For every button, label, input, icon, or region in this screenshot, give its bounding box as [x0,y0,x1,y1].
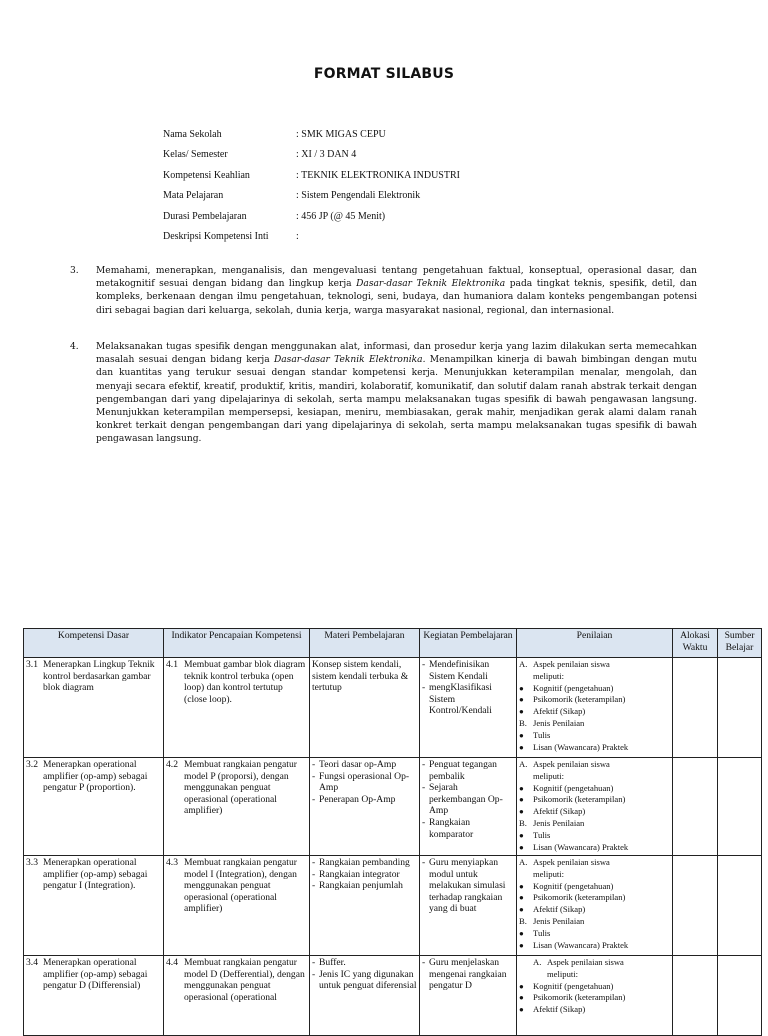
penilaian-item: Afektif (Sikap) [533,806,586,817]
penilaian-item: Kognitif (pengetahuan) [533,980,614,991]
page-title: FORMAT SILABUS [313,66,455,82]
penilaian-heading: Aspek penilaian siswa [547,957,624,967]
materi-text: Penerapan Op-Amp [319,793,396,805]
ipk-text: Membuat rangkaian pengatur model P (proporsi), dengan menggunakan penguat operasional (operational amplifier) [184,759,297,817]
info-value: : SMK MIGAS CEPU [296,128,386,140]
dash: - [312,868,316,880]
paragraph [96,265,697,318]
info-value: : [296,231,299,243]
info-value: : XI / 3 DAN 4 [296,149,357,161]
ipk-cell [164,758,310,856]
list-marker: B. [519,717,527,728]
table-row [24,658,762,758]
table-header-row [24,629,762,658]
list-marker: A. [519,659,528,669]
dash: - [422,857,426,868]
materi-text: Jenis IC yang digunakan untuk penguat diferensial [319,968,417,992]
ipk-number: 4.1 [166,659,178,670]
info-label: Nama Sekolah [163,128,222,140]
bullet-icon: ● [519,695,524,705]
materi-text: Teori dasar op-Amp [319,759,397,770]
list-marker: A. [519,759,528,769]
materi-text: Rangkaian pembanding [319,857,410,868]
dash: - [312,857,316,868]
kd-number: 3.4 [26,957,38,968]
info-row-duration [163,206,460,227]
info-label: Kelas/ Semester [163,149,228,161]
dash: - [312,968,316,980]
penilaian-item: Tulis [533,927,551,938]
core-competency-3 [70,265,697,318]
materi-text: Rangkaian integrator [319,868,400,880]
kd-cell [24,856,164,956]
info-row-subject [163,186,460,207]
bullet-icon: ● [519,905,524,915]
info-label: Durasi Pembelajaran [163,210,247,222]
info-value: : 456 JP (@ 45 Menit) [296,210,386,222]
penilaian-item: Afektif (Sikap) [533,706,586,717]
bullet-icon: ● [519,928,524,938]
kegiatan-cell [420,658,517,758]
paragraph-text: pada tingkat teknis, spesifik, detil, dan kompleks, berkenaan dengan ilmu pengetahuan, teknologi, seni, budaya, dan humaniora dalam konteks pengembangan potensi diri sebagai bagian dari keluarga, sekolah, dunia kerja, warga masyarakat nasional, regional, dan internasional. [96,279,697,316]
kegiatan-text: Sejarah perkembangan Op-Amp [429,782,503,817]
penilaian-subtext: meliputi: [533,770,565,781]
info-label: Mata Pelajaran [163,190,224,202]
penilaian-subtext: meliputi: [533,670,565,681]
penilaian-heading: Aspek penilaian siswa [533,857,610,867]
info-row-school [163,124,460,145]
ipk-cell [164,658,310,758]
alokasi-cell [673,658,718,758]
dash: - [422,659,426,670]
penilaian-cell [517,758,673,856]
list-marker: B. [519,915,527,926]
bullet-icon: ● [519,842,524,852]
penilaian-item: Kognitif (pengetahuan) [533,782,614,793]
kd-cell [24,758,164,856]
syllabus-table [23,628,762,1036]
sumber-cell [718,758,762,856]
penilaian-heading: Aspek penilaian siswa [533,659,610,669]
bullet-icon: ● [519,830,524,840]
info-value: : TEKNIK ELEKTRONIKA INDUSTRI [296,169,460,181]
paragraph-italic: Dasar-dasar Teknik Elektronika. [273,355,426,366]
list-number: 4. [70,342,79,352]
penilaian-item: Tulis [533,829,551,840]
dash: - [422,957,426,968]
penilaian-item: Lisan (Wawancara) Praktek [533,741,629,752]
ipk-cell [164,856,310,956]
penilaian-heading: Jenis Penilaian [533,717,585,728]
paragraph-text: Memahami, menerapkan, menganalisis, dan mengevaluasi tentang pengetahuan faktual, konseptual, operasional dasar, dan metakognitif sesuai dengan bidang dan lingkup kerja [96,266,697,290]
info-value: : Sistem Pengendali Elektronik [296,190,421,202]
penilaian-heading: Jenis Penilaian [533,915,585,926]
bullet-icon: ● [519,940,524,950]
penilaian-subtext: meliputi: [533,868,565,879]
kd-text: Menerapkan operational amplifier (op-amp) sebagai pengatur P (proportion). [43,759,148,794]
kegiatan-text: Rangkaian komparator [429,816,474,840]
materi-cell [310,758,420,856]
column-header: Kompetensi Dasar [24,629,164,658]
school-info-block [163,124,460,247]
column-header: Penilaian [517,629,673,658]
bullet-icon: ● [519,993,524,1003]
list-marker: A. [519,857,528,867]
kd-text: Menerapkan operational amplifier (op-amp) sebagai pengatur D (Differensial) [43,957,148,992]
penilaian-item: Psikomorik (keterampilan) [533,892,626,903]
materi-text: Fungsi operasional Op-Amp [319,770,410,794]
penilaian-item: Kognitif (pengetahuan) [533,880,614,891]
kd-text: Menerapkan operational amplifier (op-amp) sebagai pengatur I (Integration). [43,857,148,892]
kegiatan-cell [420,758,517,856]
bullet-icon: ● [519,893,524,903]
ipk-number: 4.3 [166,857,178,868]
penilaian-cell [517,658,673,758]
penilaian-item: Lisan (Wawancara) Praktek [533,841,629,852]
list-marker: A. [533,957,542,967]
kd-cell [24,658,164,758]
dash: - [312,770,316,782]
info-row-expertise [163,165,460,186]
column-header: Alokasi Waktu [673,629,718,658]
list-marker: B. [519,817,527,828]
kegiatan-text: mengKlasifikasi Sistem Kontrol/Kendali [429,682,492,717]
dash: - [422,759,426,770]
kegiatan-text: Penguat tegangan pembalik [429,759,497,782]
penilaian-item: Psikomorik (keterampilan) [533,992,626,1003]
table-row [24,856,762,956]
column-header: Indikator Pencapaian Kompetensi [164,629,310,658]
kd-number: 3.3 [26,857,38,868]
column-header: Materi Pembelajaran [310,629,420,658]
dash: - [422,782,426,794]
penilaian-heading: Jenis Penilaian [533,817,585,828]
ipk-text: Membuat gambar blok diagram teknik kontrol terbuka (open loop) dan kontrol tertutup (close loop). [184,659,306,705]
kd-number: 3.1 [26,659,38,670]
dash: - [312,957,316,968]
materi-text: Rangkaian penjumlah [319,880,403,892]
dash: - [422,682,426,694]
penilaian-heading: Aspek penilaian siswa [533,759,610,769]
info-label: Kompetensi Keahlian [163,169,250,181]
bullet-icon: ● [519,683,524,693]
bullet-icon: ● [519,1005,524,1015]
info-row-class [163,145,460,166]
info-label: Deskripsi Kompetensi Inti [163,231,269,243]
kegiatan-text: Mendefinisikan Sistem Kendali [429,659,490,682]
dash: - [312,880,316,892]
paragraph [96,341,697,447]
penilaian-item: Afektif (Sikap) [533,1004,586,1015]
dash: - [312,793,316,805]
bullet-icon: ● [519,730,524,740]
ipk-number: 4.4 [166,957,178,968]
alokasi-cell [673,856,718,956]
kegiatan-text: Guru menjelaskan mengenai rangkaian pengatur D [429,957,507,992]
list-number: 3. [70,266,79,276]
info-row-description [163,227,460,248]
penilaian-cell [517,856,673,956]
alokasi-cell [673,758,718,856]
penilaian-item: Kognitif (pengetahuan) [533,682,614,693]
penilaian-item: Lisan (Wawancara) Praktek [533,939,629,950]
paragraph-italic: Dasar-dasar Teknik Elektronika [356,279,506,290]
bullet-icon: ● [519,783,524,793]
penilaian-item: Afektif (Sikap) [533,904,586,915]
bullet-icon: ● [519,707,524,717]
dash: - [422,816,426,828]
dash: - [312,759,316,770]
bullet-icon: ● [519,795,524,805]
table-row [24,758,762,856]
penilaian-item: Tulis [533,729,551,740]
bullet-icon: ● [519,981,524,991]
kd-text: Menerapkan Lingkup Teknik kontrol berdasarkan gambar blok diagram [43,659,155,694]
bullet-icon: ● [519,807,524,817]
materi-cell [310,856,420,956]
ipk-text: Membuat rangkaian pengatur model I (Integration), dengan menggunakan penguat operasional (operational amplifier) [184,857,297,915]
materi-text: Buffer. [319,957,346,968]
paragraph-text: Melaksanakan tugas spesifik dengan menggunakan alat, informasi, dan prosedur kerja yang lazim dilakukan serta memecahkan masalah sesuai dengan bidang kerja [96,342,697,366]
sumber-cell [718,658,762,758]
paragraph-text: Menampilkan kinerja di bawah bimbingan dengan mutu dan kuantitas yang terukur sesuai dengan standar kompetensi kerja. Menunjukkan keterampilan menalar, mengolah, dan menyaji secara efektif, kreatif, produktif, kritis, mandiri, kolaboratif, komunikatif, dan solutif dalam ranah abstrak terkait dengan pengembangan dari yang dipelajarinya di sekolah, serta mampu melaksanakan tugas spesifik di bawah pengawasan langsung. Menunjukkan keterampilan mempersepsi, kesiapan, meniru, membiasakan, gerak mahir, menjadikan gerak alami dalam ranah konkret terkait dengan pengembangan dari yang dipelajarinya di sekolah, serta mampu melaksanakan tugas spesifik di bawah pengawasan langsung. [96,355,697,445]
kegiatan-cell [420,856,517,956]
bullet-icon: ● [519,742,524,752]
bullet-icon: ● [519,881,524,891]
ipk-number: 4.2 [166,759,178,770]
penilaian-item: Psikomorik (keterampilan) [533,794,626,805]
column-header: Sumber Belajar [718,629,762,658]
kegiatan-text: Guru menyiapkan modul untuk melakukan simulasi terhadap rangkaian yang di buat [429,857,506,915]
core-competency-4 [70,341,697,447]
materi-text: Konsep sistem kendali, sistem kendali terbuka & tertutup [312,659,409,694]
kd-number: 3.2 [26,759,38,770]
column-header: Kegiatan Pembelajaran [420,629,517,658]
ipk-text: Membuat rangkaian pengatur model D (Defferential), dengan menggunakan penguat operasional (operational [184,957,305,1003]
materi-cell [310,658,420,758]
penilaian-item: Psikomorik (keterampilan) [533,694,626,705]
sumber-cell [718,856,762,956]
penilaian-subtext: meliputi: [547,968,579,979]
